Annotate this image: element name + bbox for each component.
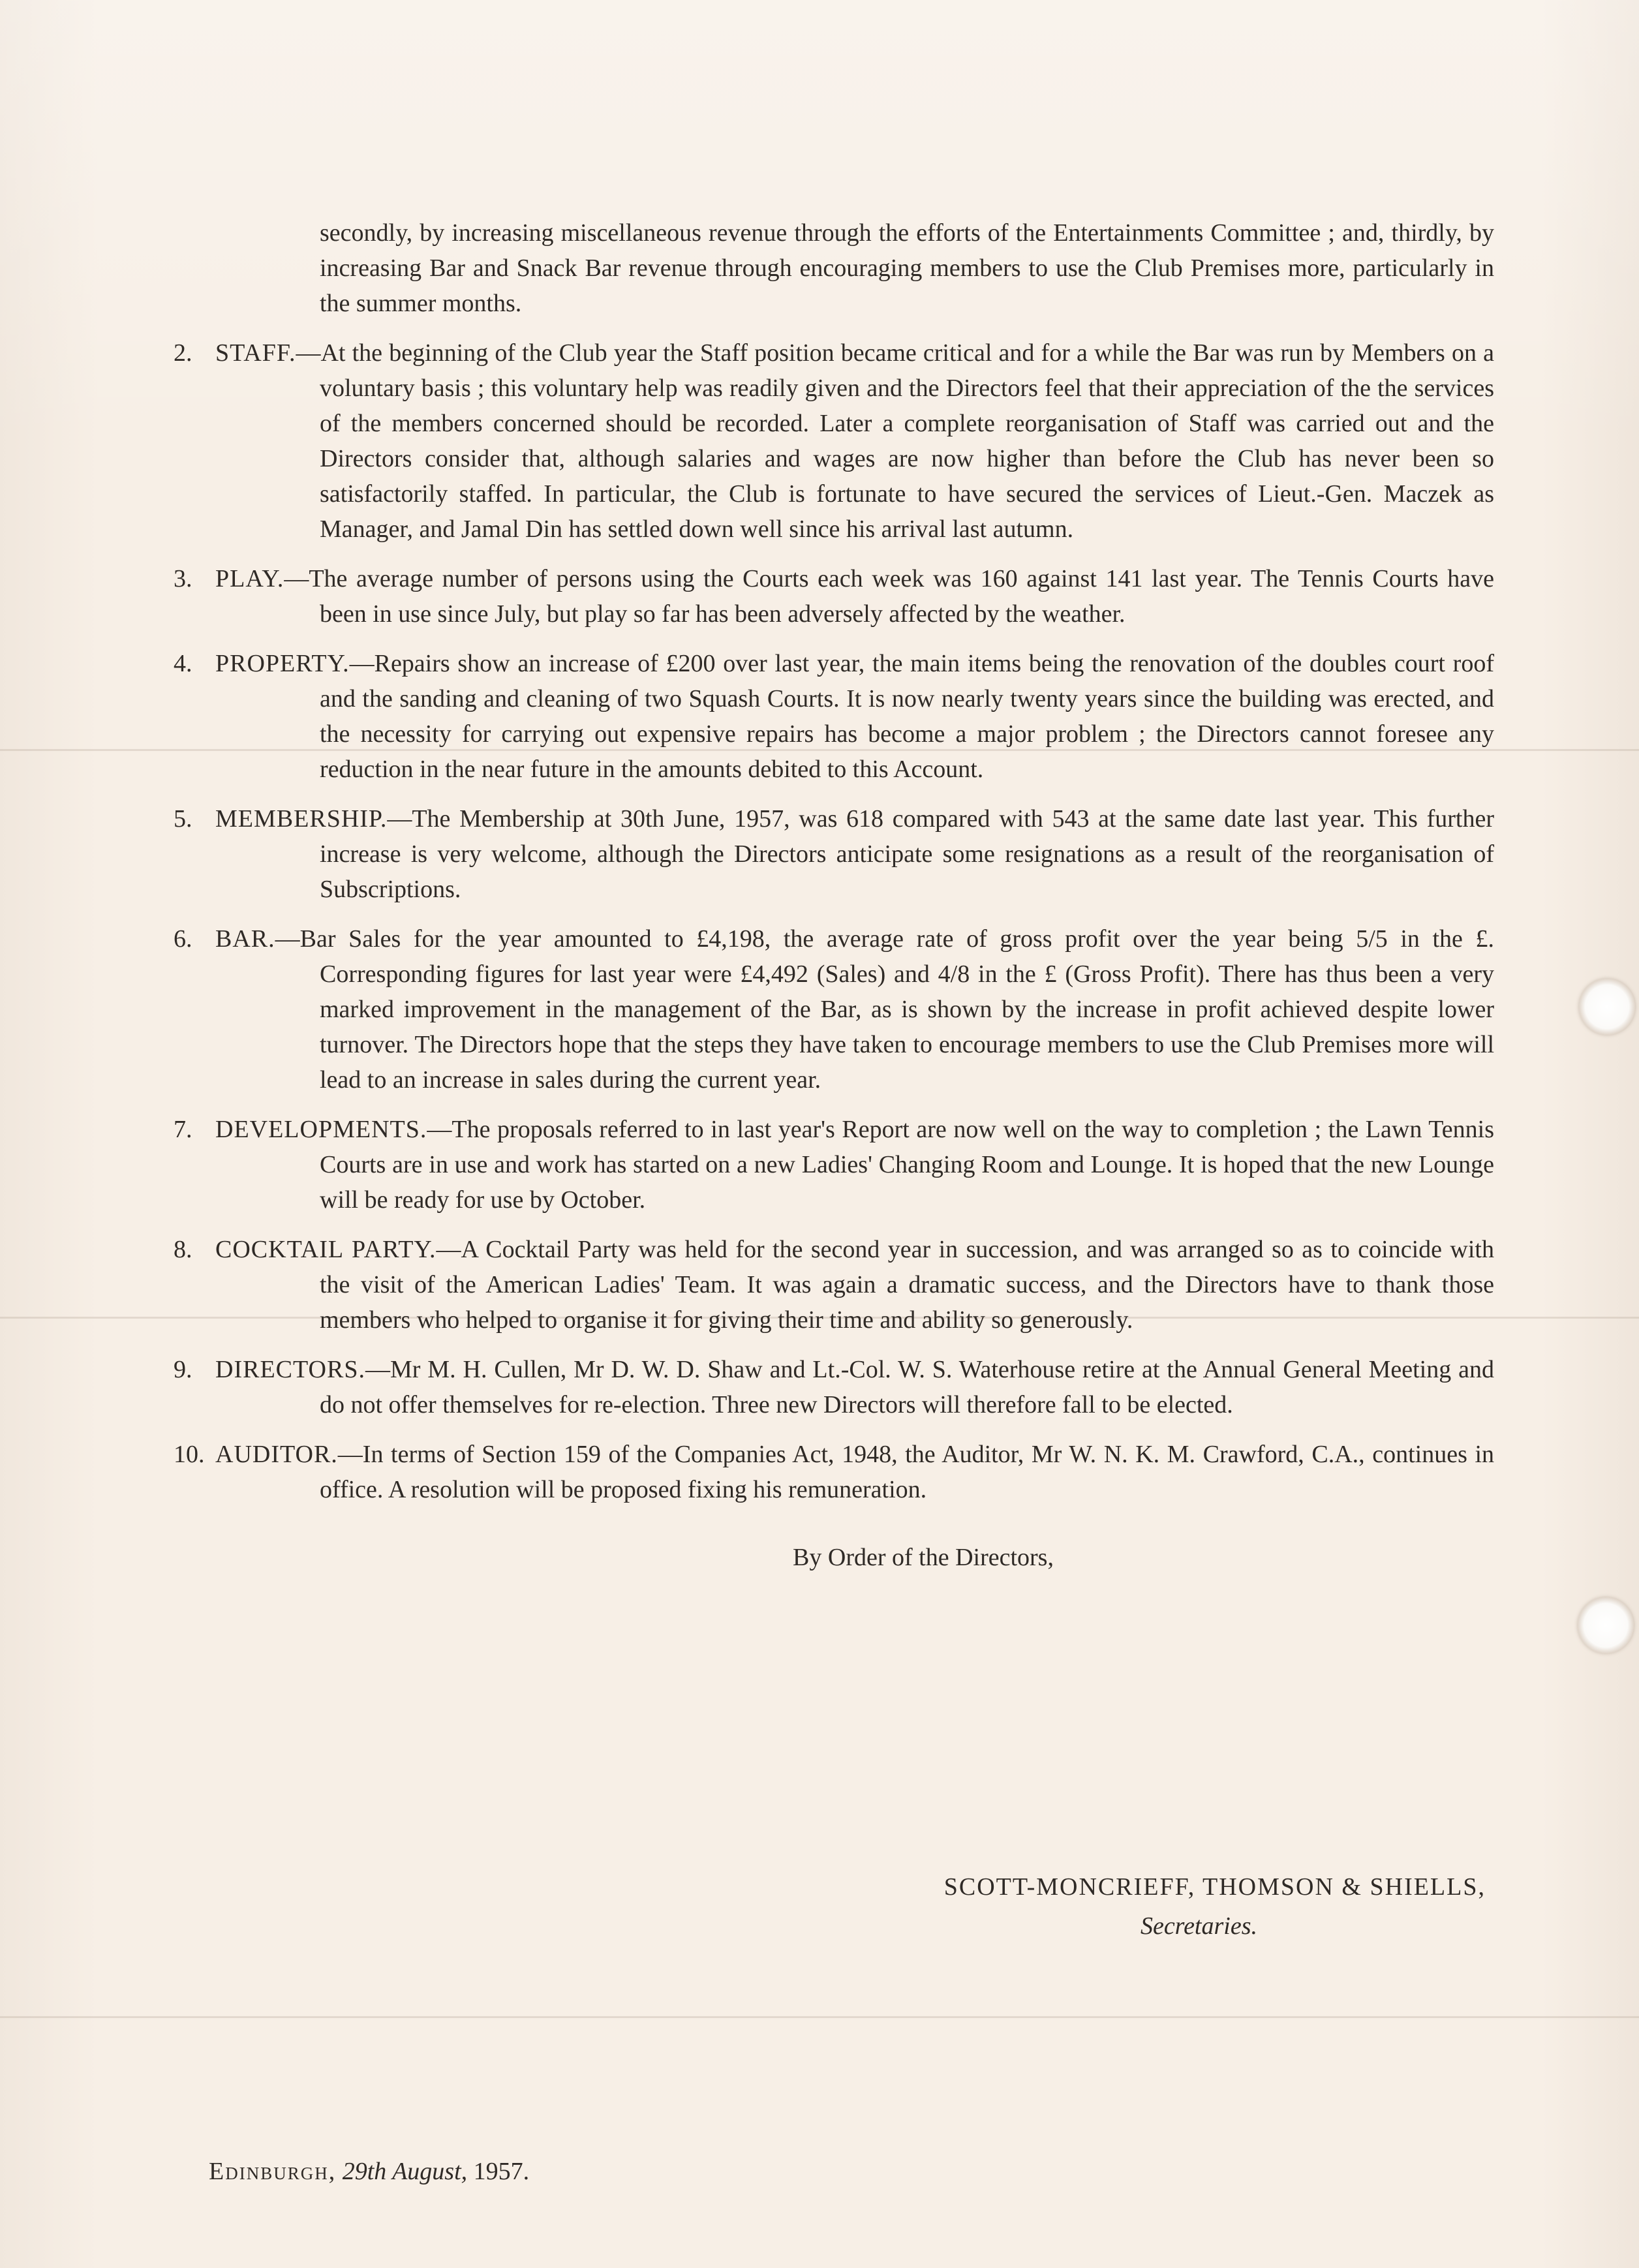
report-item xyxy=(174,335,1494,547)
item-number: 5. xyxy=(174,805,192,833)
item-number: 9. xyxy=(174,1356,192,1383)
report-body xyxy=(174,215,1494,1575)
dateline-date: 29th August, xyxy=(342,2158,468,2185)
item-text: —In terms of Section 159 of the Companies Act, 1948, the Auditor, Mr W. N. K. M. Crawford, C.A., continues in office. A resolution will be proposed fixing his remuneration. xyxy=(320,1441,1494,1503)
item-heading: PLAY. xyxy=(215,565,284,592)
report-item xyxy=(174,1112,1494,1218)
item-text: —The proposals referred to in last year's Report are now well on the way to completion ; the Lawn Tennis Courts are in use and work has started on a new Ladies' Changing Room and Lounge. It is hoped that the new Lounge will be ready for use by October. xyxy=(320,1116,1494,1214)
binder-hole xyxy=(1579,979,1635,1035)
report-item xyxy=(174,1352,1494,1422)
report-items xyxy=(174,335,1494,1507)
item-text: —Mr M. H. Cullen, Mr D. W. D. Shaw and Lt.-Col. W. S. Waterhouse retire at the Annual General Meeting and do not offer themselves for re-election. Three new Directors will therefore fall to be elected. xyxy=(320,1356,1494,1418)
item-text: —The Membership at 30th June, 1957, was 618 compared with 543 at the same date last year. This further increase is very welcome, although the Directors anticipate some resignations as a result of the reorganisation of Subscriptions. xyxy=(320,805,1494,903)
item-text: —At the beginning of the Club year the Staff position became critical and for a while the Bar was run by Members on a voluntary basis ; this voluntary help was readily given and the Directors feel that their appreciation of the the services of the members concerned should be recorded. Later a complete reorganisation of Staff was carried out and the Directors consider that, although salaries and wages are now higher than before the Club has never been so satisfactorily staffed. In particular, the Club is fortunate to have secured the services of Lieut.-Gen. Maczek as Manager, and Jamal Din has settled down well since his arrival last autumn. xyxy=(296,339,1494,543)
signature-name: SCOTT-MONCRIEFF, THOMSON & SHIELLS, xyxy=(943,1873,1486,1901)
item-number: 8. xyxy=(174,1236,192,1263)
intro-paragraph: secondly, by increasing miscellaneous revenue through the efforts of the Entertainments Committee ; and, thirdly, by increasing Bar and Snack Bar revenue through encouraging members to use the Club Premises more, particularly in the summer months. xyxy=(320,219,1494,317)
item-number: 4. xyxy=(174,650,192,677)
item-number: 6. xyxy=(174,925,192,953)
item-number: 10. xyxy=(174,1441,205,1468)
fold-line xyxy=(0,2016,1639,2018)
report-item xyxy=(174,561,1494,632)
item-heading: STAFF. xyxy=(215,339,296,367)
item-number: 2. xyxy=(174,339,192,367)
item-heading: MEMBERSHIP. xyxy=(215,805,388,833)
item-heading: PROPERTY. xyxy=(215,650,350,677)
item-heading: AUDITOR. xyxy=(215,1441,338,1468)
dateline-city: Edinburgh, xyxy=(209,2158,337,2185)
item-text: —The average number of persons using the Courts each week was 160 against 141 last year. The Tennis Courts have been in use since July, but play so far has been adversely affected by the weather. xyxy=(284,565,1494,628)
report-item xyxy=(174,646,1494,787)
signature-role: Secretaries. xyxy=(1140,1912,1257,1940)
item-heading: COCKTAIL PARTY. xyxy=(215,1236,437,1263)
report-item xyxy=(174,1437,1494,1507)
report-item xyxy=(174,921,1494,1097)
report-item xyxy=(174,1232,1494,1338)
closing-line: By Order of the Directors, xyxy=(793,1544,1054,1571)
item-text: —Repairs show an increase of £200 over last year, the main items being the renovation of the doubles court roof and the sanding and cleaning of two Squash Courts. It is now nearly twenty years since the building was erected, and the necessity for carrying out expensive repairs has become a major problem ; the Directors cannot foresee any reduction in the near future in the amounts debited to this Account. xyxy=(320,650,1494,783)
item-heading: DEVELOPMENTS. xyxy=(215,1116,427,1143)
item-text: —Bar Sales for the year amounted to £4,198, the average rate of gross profit over the year being 5/5 in the £. Corresponding figures for last year were £4,492 (Sales) and 4/8 in the £ (Gross Profit). There has thus been a very marked improvement in the management of the Bar, as is shown by the increase in profit achieved despite lower turnover. The Directors hope that the steps they have taken to encourage members to use the Club Premises more will lead to an increase in sales during the current year. xyxy=(275,925,1494,1094)
item-number: 3. xyxy=(174,565,192,592)
dateline xyxy=(209,2157,529,2186)
item-number: 7. xyxy=(174,1116,192,1143)
item-text: —A Cocktail Party was held for the second year in succession, and was arranged so as to coincide with the visit of the American Ladies' Team. It was again a dramatic success, and the Directors have to thank those members who helped to organise it for giving their time and ability so generously. xyxy=(320,1236,1494,1334)
dateline-year: 1957. xyxy=(473,2158,530,2185)
binder-hole xyxy=(1578,1597,1634,1653)
item-heading: DIRECTORS. xyxy=(215,1356,365,1383)
report-item xyxy=(174,801,1494,907)
item-heading: BAR. xyxy=(215,925,275,953)
